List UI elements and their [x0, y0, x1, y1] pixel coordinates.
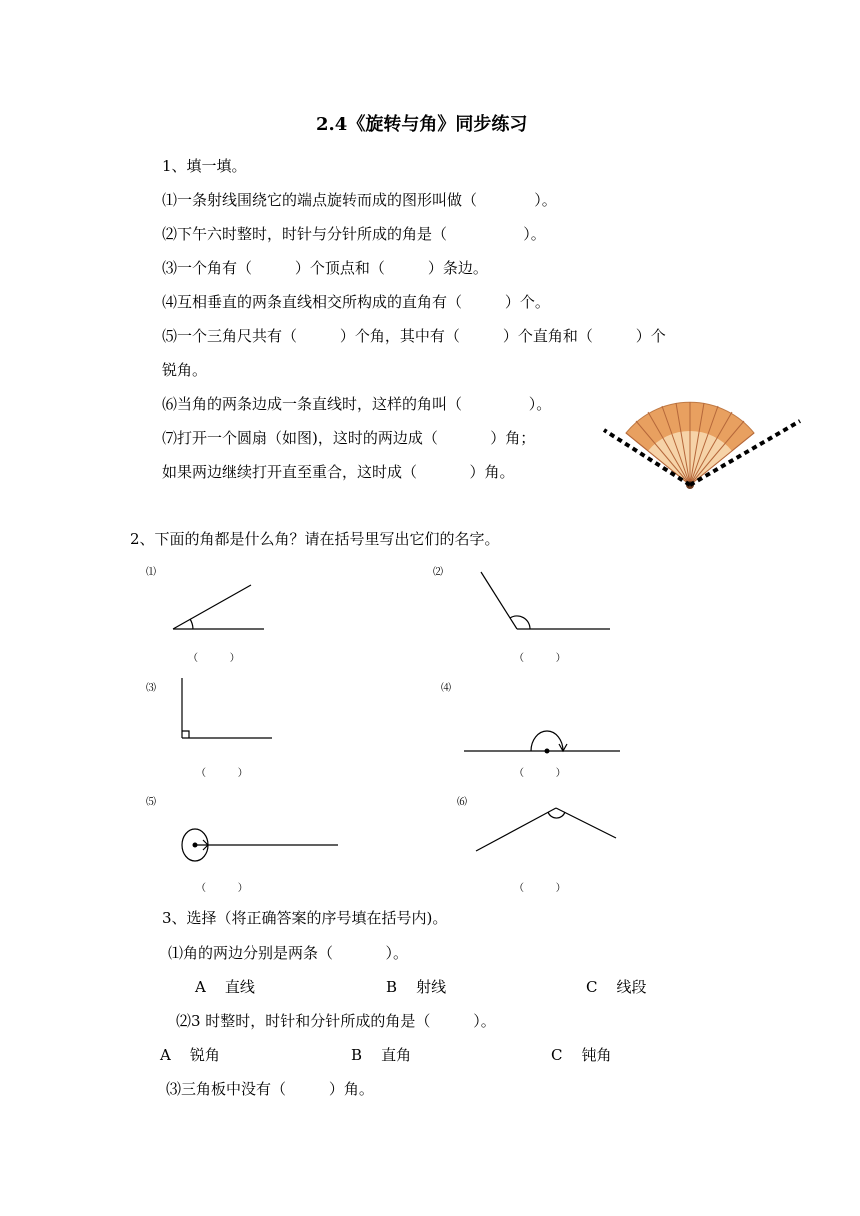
section1-q2: ⑵下午六时整时，时针与分针所成的角是（ ）。	[162, 225, 546, 243]
section1-q6: ⑹当角的两条边成一条直线时，这样的角叫（ ）。	[162, 395, 552, 413]
figure5-round-angle	[182, 829, 338, 861]
section1-q7-line1: ⑺打开一个圆扇（如图)，这时的两边成（ ）角；	[162, 429, 536, 447]
figure3-right-angle	[182, 678, 272, 738]
figure5-answer-paren: （ ）	[196, 883, 248, 894]
section1-q1: ⑴一条射线围绕它的端点旋转而成的图形叫做（ ）。	[162, 191, 557, 209]
section3-q2: ⑵3 时整时，时针和分针所成的角是（ ）。	[176, 1012, 496, 1030]
figure6-obtuse-angle	[476, 808, 616, 851]
section1-q4: ⑷互相垂直的两条直线相交所构成的直角有（ ）个。	[162, 293, 550, 311]
section1-heading: 1、填一填。	[162, 157, 247, 175]
section1-q5-line1: ⑸一个三角尺共有（ ）个角，其中有（ ）个直角和（ ）个	[162, 327, 666, 345]
figure4-number: ⑷	[441, 683, 451, 694]
figure4-answer-paren: （ ）	[514, 768, 566, 779]
section3-heading: 3、选择（将正确答案的序号填在括号内)。	[162, 909, 448, 927]
section3-q2-option-b: B 直角	[351, 1046, 412, 1064]
figure4-vertex-dot	[545, 749, 550, 754]
section3-q1-option-c: C 线段	[586, 978, 647, 996]
section2-heading: 2、下面的角都是什么角？请在括号里写出它们的名字。	[130, 530, 500, 548]
figure3-number: ⑶	[146, 683, 156, 694]
section1-q7-line2: 如果两边继续打开直至重合，这时成（ ）角。	[162, 463, 515, 481]
section3-q1-option-a: A 直线	[195, 978, 255, 996]
section3-q2-option-a: A 锐角	[160, 1046, 220, 1064]
figure2-answer-paren: （ ）	[514, 653, 566, 664]
figure3-answer-paren: （ ）	[196, 768, 248, 779]
figure6-number: ⑹	[457, 797, 467, 808]
figure5-number: ⑸	[146, 797, 156, 808]
figure2-number: ⑵	[433, 567, 443, 578]
figure5-vertex-dot	[193, 843, 198, 848]
figure4-straight-angle	[464, 731, 620, 751]
figure6-answer-paren: （ ）	[514, 883, 566, 894]
section1-q3: ⑶一个角有（ ）个顶点和（ ）条边。	[162, 259, 488, 277]
section3-q1: ⑴角的两边分别是两条（ ）。	[168, 944, 408, 962]
figure1-number: ⑴	[146, 567, 156, 578]
section1-q5-line2: 锐角。	[162, 361, 208, 379]
page-title: 2.4《旋转与角》同步练习	[316, 114, 528, 135]
figure1-acute-angle	[173, 585, 264, 629]
section3-q3: ⑶三角板中没有（ ）角。	[166, 1080, 374, 1098]
section3-q2-option-c: C 钝角	[551, 1046, 612, 1064]
figure2-obtuse-angle	[481, 572, 610, 629]
section3-q1-option-b: B 射线	[386, 978, 447, 996]
figure1-answer-paren: （ ）	[188, 653, 240, 664]
